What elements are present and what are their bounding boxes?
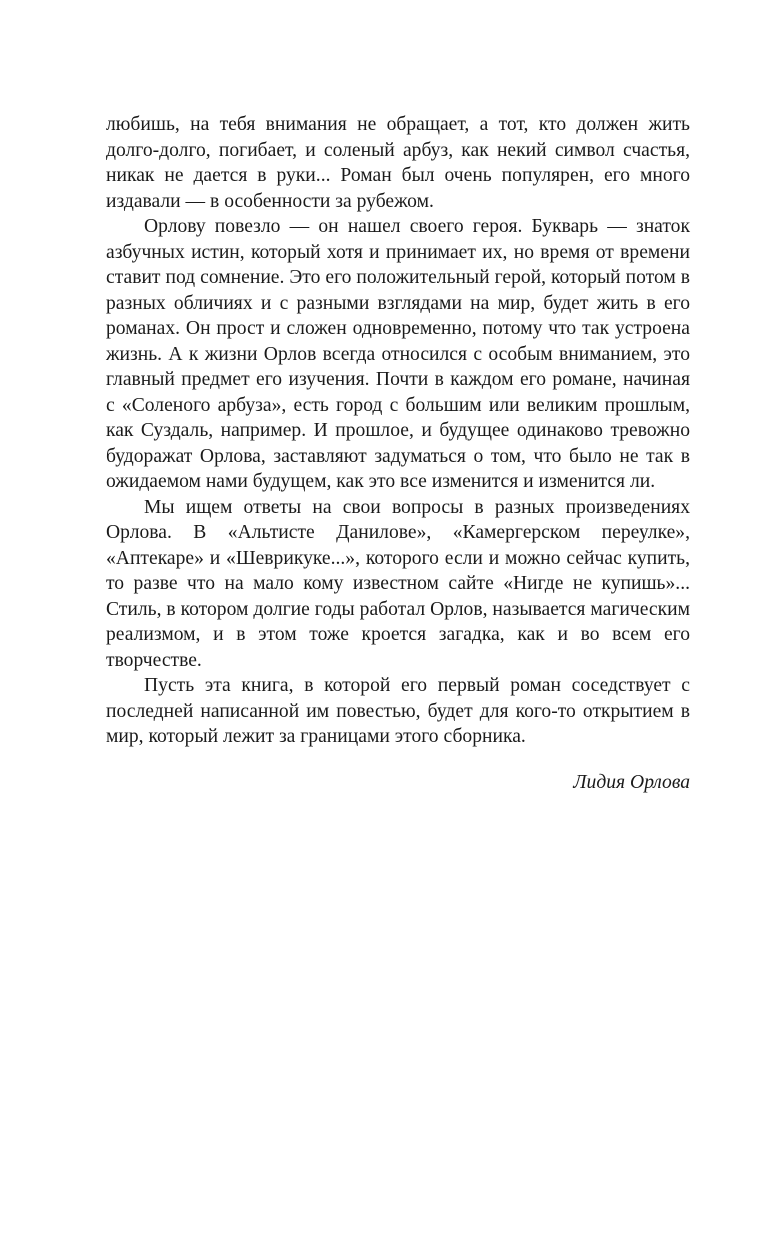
page-body <box>106 112 690 795</box>
paragraph-4: Пусть эта книга, в которой его первый роман соседствует с последней написанной им повестью, будет для кого-то открытием в мир, который лежит за границами этого сборника. <box>106 675 690 747</box>
author-signature: Лидия Орлова <box>573 771 690 793</box>
paragraph-3: Мы ищем ответы на свои вопросы в разных произведениях Орлова. В «Альтисте Данилове», «Камергерском переулке», «Аптекаре» и «Шеврикуке...», которого если и можно сейчас купить, то разве что на мало кому известном сайте «Нигде не купишь»... Стиль, в котором долгие годы работал Орлов, называется магическим реализмом, и в этом тоже кроется загадка, как и во всем его творчестве. <box>106 496 690 671</box>
paragraph-2: Орлову повезло — он нашел своего героя. Букварь — знаток азбучных истин, который хотя и принимает их, но время от времени ставит под сомнение. Это его положительный герой, который потом в разных обличиях и с разными взглядами на мир, будет жить в его романах. Он прост и сложен одновременно, потому что так устроена жизнь. А к жизни Орлов всегда относился с особым вниманием, это главный предмет его изучения. Почти в каждом его романе, начиная с «Соленого арбуза», есть город с большим или великим прошлым, как Суздаль, например. И прошлое, и будущее одинаково тревожно будоражат Орлова, заставляют задуматься о том, что было не так в ожидаемом нами будущем, как это все изменится и изменится ли. <box>106 216 690 492</box>
paragraph-1: любишь, на тебя внимания не обращает, а тот, кто должен жить долго-долго, погибает, и соленый арбуз, как некий символ счастья, никак не дается в руки... Роман был очень популярен, его много издавали — в особенности за рубежом. <box>106 114 690 212</box>
